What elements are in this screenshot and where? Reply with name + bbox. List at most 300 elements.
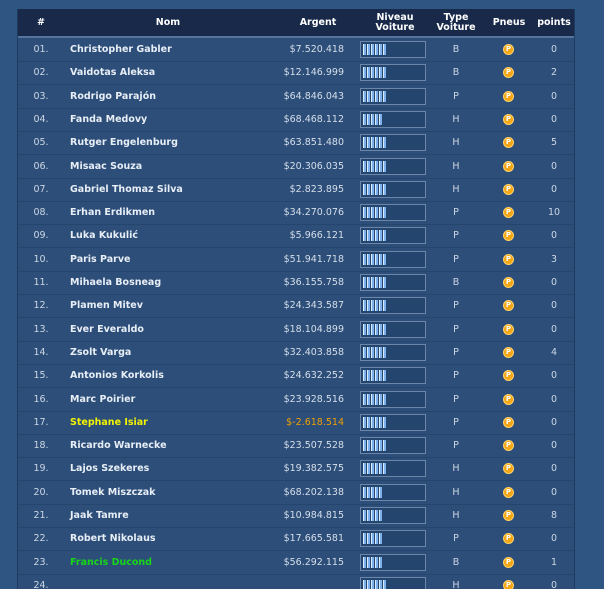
level-bar bbox=[379, 440, 382, 451]
level-bar bbox=[379, 137, 382, 148]
level-bar bbox=[375, 394, 378, 405]
level-bar bbox=[363, 137, 366, 148]
tire-badge-icon: P bbox=[503, 580, 514, 589]
level-bar bbox=[383, 137, 386, 148]
level-bar bbox=[379, 67, 382, 78]
money-cell: $23.928.516 bbox=[283, 394, 344, 405]
level-bar bbox=[363, 394, 366, 405]
level-bar bbox=[371, 277, 374, 288]
table-row bbox=[18, 178, 574, 202]
table-row bbox=[18, 527, 574, 551]
driver-name[interactable]: Mihaela Bosneag bbox=[70, 277, 162, 288]
level-bar bbox=[367, 463, 370, 474]
car-type-cell: P bbox=[453, 370, 459, 381]
level-bar bbox=[367, 114, 370, 125]
level-bar bbox=[379, 487, 382, 498]
level-bar bbox=[371, 44, 374, 55]
level-bar bbox=[363, 254, 366, 265]
money-cell: $51.941.718 bbox=[283, 254, 344, 265]
level-bar bbox=[367, 487, 370, 498]
header-rank: # bbox=[37, 16, 45, 28]
rank-cell: 05. bbox=[33, 137, 49, 148]
level-bar bbox=[379, 347, 382, 358]
level-bar bbox=[379, 300, 382, 311]
driver-name[interactable]: Antonios Korkolis bbox=[70, 370, 164, 381]
points-cell: 0 bbox=[550, 114, 558, 125]
car-level-bars bbox=[363, 324, 386, 335]
level-bar bbox=[363, 510, 366, 521]
table-row bbox=[18, 551, 574, 575]
driver-name[interactable]: Francis Ducond bbox=[70, 557, 152, 568]
driver-name[interactable]: Gabriel Thomaz Silva bbox=[70, 184, 183, 195]
table-row bbox=[18, 574, 574, 589]
money-cell: $19.382.575 bbox=[283, 463, 344, 474]
table-row bbox=[18, 364, 574, 388]
money-cell: $34.270.076 bbox=[283, 207, 344, 218]
header-money: Argent bbox=[299, 16, 337, 28]
money-cell: $36.155.758 bbox=[283, 277, 344, 288]
level-bar bbox=[375, 580, 378, 589]
driver-name[interactable]: Misaac Souza bbox=[70, 161, 143, 172]
points-cell: 0 bbox=[550, 440, 558, 451]
level-bar bbox=[371, 161, 374, 172]
level-bar bbox=[371, 510, 374, 521]
car-type-cell: P bbox=[453, 91, 459, 102]
header-level-line1: Niveau bbox=[376, 11, 414, 23]
tire-badge-icon: P bbox=[503, 347, 514, 358]
car-type-cell: P bbox=[453, 347, 459, 358]
tire-badge-icon: P bbox=[503, 207, 514, 218]
points-cell: 0 bbox=[550, 91, 558, 102]
car-level-meter bbox=[360, 181, 426, 198]
points-cell: 0 bbox=[550, 370, 558, 381]
tire-badge-icon: P bbox=[503, 324, 514, 335]
level-bar bbox=[367, 137, 370, 148]
level-bar bbox=[379, 91, 382, 102]
level-bar bbox=[367, 230, 370, 241]
car-level-bars bbox=[363, 487, 382, 498]
car-level-bars bbox=[363, 347, 386, 358]
level-bar bbox=[375, 487, 378, 498]
level-bar bbox=[367, 557, 370, 568]
level-bar bbox=[379, 463, 382, 474]
header-tires: Pneus bbox=[492, 16, 526, 28]
car-level-bars bbox=[363, 300, 386, 311]
level-bar bbox=[383, 67, 386, 78]
level-bar bbox=[367, 440, 370, 451]
level-bar bbox=[371, 254, 374, 265]
driver-name[interactable]: Fanda Medovy bbox=[70, 114, 148, 125]
level-bar bbox=[383, 277, 386, 288]
level-bar bbox=[383, 300, 386, 311]
table-row bbox=[18, 318, 574, 342]
level-bar bbox=[383, 580, 386, 589]
driver-name[interactable]: Marc Poirier bbox=[70, 394, 136, 405]
car-level-bars bbox=[363, 510, 382, 521]
money-cell: $68.468.112 bbox=[283, 114, 344, 125]
tire-badge-icon: P bbox=[503, 254, 514, 265]
level-bar bbox=[371, 347, 374, 358]
level-bar bbox=[379, 277, 382, 288]
level-bar bbox=[367, 510, 370, 521]
header-type bbox=[436, 9, 476, 36]
car-level-meter bbox=[360, 158, 426, 175]
header-level bbox=[366, 9, 424, 36]
level-bar bbox=[367, 580, 370, 589]
level-bar bbox=[371, 417, 374, 428]
money-cell: $32.403.858 bbox=[283, 347, 344, 358]
car-type-cell: P bbox=[453, 533, 459, 544]
level-bar bbox=[383, 370, 386, 381]
level-bar bbox=[367, 207, 370, 218]
level-bar bbox=[383, 394, 386, 405]
level-bar bbox=[363, 230, 366, 241]
header-name: Nom bbox=[155, 16, 181, 28]
table-row bbox=[18, 131, 574, 155]
level-bar bbox=[371, 533, 374, 544]
level-bar bbox=[375, 347, 378, 358]
points-cell: 0 bbox=[550, 394, 558, 405]
level-bar bbox=[375, 184, 378, 195]
points-cell: 0 bbox=[550, 230, 558, 241]
car-level-meter bbox=[360, 391, 426, 408]
driver-name[interactable]: Luka Kukulić bbox=[70, 230, 139, 241]
level-bar bbox=[375, 277, 378, 288]
tire-badge-icon: P bbox=[503, 417, 514, 428]
level-bar bbox=[379, 324, 382, 335]
car-level-meter bbox=[360, 530, 426, 547]
rank-cell: 02. bbox=[33, 67, 49, 78]
points-cell: 0 bbox=[550, 277, 558, 288]
car-level-bars bbox=[363, 463, 386, 474]
car-type-cell: H bbox=[452, 137, 460, 148]
level-bar bbox=[383, 91, 386, 102]
level-bar bbox=[379, 207, 382, 218]
points-cell: 0 bbox=[550, 417, 558, 428]
level-bar bbox=[383, 347, 386, 358]
level-bar bbox=[375, 44, 378, 55]
car-type-cell: B bbox=[452, 44, 460, 55]
level-bar bbox=[379, 184, 382, 195]
table-row bbox=[18, 481, 574, 505]
car-level-bars bbox=[363, 440, 386, 451]
tire-badge-icon: P bbox=[503, 487, 514, 498]
rank-cell: 11. bbox=[33, 277, 49, 288]
level-bar bbox=[379, 394, 382, 405]
rank-cell: 12. bbox=[33, 300, 49, 311]
header-type-line2: Voiture bbox=[436, 21, 476, 33]
money-cell: $-2.618.514 bbox=[286, 417, 344, 428]
table-row bbox=[18, 388, 574, 412]
rank-cell: 04. bbox=[33, 114, 49, 125]
car-level-meter bbox=[360, 577, 426, 589]
level-bar bbox=[363, 44, 366, 55]
car-level-meter bbox=[360, 227, 426, 244]
car-level-bars bbox=[363, 91, 386, 102]
car-type-cell: P bbox=[453, 207, 459, 218]
car-type-cell: P bbox=[453, 417, 459, 428]
driver-name[interactable]: Lajos Szekeres bbox=[70, 463, 150, 474]
tire-badge-icon: P bbox=[503, 44, 514, 55]
car-level-bars bbox=[363, 230, 386, 241]
car-type-cell: H bbox=[452, 184, 460, 195]
driver-name[interactable]: Rodrigo Parajón bbox=[70, 91, 156, 102]
car-level-bars bbox=[363, 114, 382, 125]
money-cell: $20.306.035 bbox=[283, 161, 344, 172]
car-level-bars bbox=[363, 161, 386, 172]
money-cell: $7.520.418 bbox=[289, 44, 344, 55]
car-level-meter bbox=[360, 41, 426, 58]
car-level-bars bbox=[363, 254, 386, 265]
level-bar bbox=[371, 440, 374, 451]
rank-cell: 19. bbox=[33, 463, 49, 474]
points-cell: 0 bbox=[550, 44, 558, 55]
car-type-cell: B bbox=[452, 67, 460, 78]
car-type-cell: H bbox=[452, 487, 460, 498]
table-row bbox=[18, 248, 574, 272]
driver-name[interactable]: Robert Nikolaus bbox=[70, 533, 156, 544]
points-cell: 0 bbox=[550, 161, 558, 172]
driver-name[interactable]: Jaak Tamre bbox=[70, 510, 129, 521]
rank-cell: 22. bbox=[33, 533, 49, 544]
car-level-meter bbox=[360, 111, 426, 128]
tire-badge-icon: P bbox=[503, 533, 514, 544]
level-bar bbox=[371, 580, 374, 589]
rank-cell: 18. bbox=[33, 440, 49, 451]
level-bar bbox=[375, 207, 378, 218]
car-level-meter bbox=[360, 367, 426, 384]
car-type-cell: P bbox=[453, 300, 459, 311]
car-level-bars bbox=[363, 370, 386, 381]
level-bar bbox=[379, 230, 382, 241]
money-cell: $64.846.043 bbox=[283, 91, 344, 102]
level-bar bbox=[379, 114, 382, 125]
car-level-bars bbox=[363, 533, 382, 544]
car-level-meter bbox=[360, 484, 426, 501]
level-bar bbox=[367, 394, 370, 405]
driver-name[interactable]: Zsolt Varga bbox=[70, 347, 132, 358]
money-cell: $24.343.587 bbox=[283, 300, 344, 311]
header-type-line1: Type bbox=[443, 11, 469, 23]
points-cell: 3 bbox=[550, 254, 558, 265]
level-bar bbox=[363, 67, 366, 78]
tire-badge-icon: P bbox=[503, 300, 514, 311]
rank-cell: 24. bbox=[33, 580, 49, 589]
money-cell: $17.665.581 bbox=[283, 533, 344, 544]
level-bar bbox=[375, 91, 378, 102]
level-bar bbox=[371, 91, 374, 102]
level-bar bbox=[363, 487, 366, 498]
rank-cell: 07. bbox=[33, 184, 49, 195]
car-type-cell: P bbox=[453, 254, 459, 265]
level-bar bbox=[379, 557, 382, 568]
level-bar bbox=[375, 254, 378, 265]
table-row bbox=[18, 61, 574, 85]
level-bar bbox=[363, 161, 366, 172]
level-bar bbox=[379, 44, 382, 55]
points-cell: 2 bbox=[550, 67, 558, 78]
level-bar bbox=[367, 254, 370, 265]
level-bar bbox=[367, 370, 370, 381]
car-type-cell: H bbox=[452, 510, 460, 521]
level-bar bbox=[375, 137, 378, 148]
level-bar bbox=[367, 324, 370, 335]
level-bar bbox=[363, 463, 366, 474]
points-cell: 10 bbox=[547, 207, 561, 218]
car-level-meter bbox=[360, 251, 426, 268]
tire-badge-icon: P bbox=[503, 394, 514, 405]
car-level-meter bbox=[360, 554, 426, 571]
car-level-meter bbox=[360, 64, 426, 81]
level-bar bbox=[367, 533, 370, 544]
table-row bbox=[18, 224, 574, 248]
car-level-bars bbox=[363, 184, 386, 195]
level-bar bbox=[371, 370, 374, 381]
table-row bbox=[18, 155, 574, 179]
level-bar bbox=[363, 417, 366, 428]
level-bar bbox=[383, 440, 386, 451]
level-bar bbox=[383, 44, 386, 55]
level-bar bbox=[375, 161, 378, 172]
level-bar bbox=[371, 394, 374, 405]
driver-name[interactable]: Christopher Gabler bbox=[70, 44, 172, 55]
car-type-cell: P bbox=[453, 324, 459, 335]
level-bar bbox=[375, 533, 378, 544]
rank-cell: 17. bbox=[33, 417, 49, 428]
level-bar bbox=[375, 417, 378, 428]
rank-cell: 23. bbox=[33, 557, 49, 568]
level-bar bbox=[371, 300, 374, 311]
driver-name[interactable]: Plamen Mitev bbox=[70, 300, 143, 311]
level-bar bbox=[379, 161, 382, 172]
car-level-meter bbox=[360, 88, 426, 105]
driver-name[interactable]: Rutger Engelenburg bbox=[70, 137, 178, 148]
level-bar bbox=[371, 230, 374, 241]
car-type-cell: P bbox=[453, 440, 459, 451]
money-cell: $18.104.899 bbox=[283, 324, 344, 335]
level-bar bbox=[371, 487, 374, 498]
level-bar bbox=[367, 300, 370, 311]
points-cell: 5 bbox=[550, 137, 558, 148]
driver-name[interactable]: Tomek Miszczak bbox=[70, 487, 156, 498]
rank-cell: 15. bbox=[33, 370, 49, 381]
driver-name[interactable]: Stephane Isiar bbox=[70, 417, 148, 428]
rank-cell: 14. bbox=[33, 347, 49, 358]
car-type-cell: B bbox=[452, 557, 460, 568]
car-type-cell: P bbox=[453, 230, 459, 241]
car-level-meter bbox=[360, 204, 426, 221]
level-bar bbox=[383, 184, 386, 195]
level-bar bbox=[363, 557, 366, 568]
tire-badge-icon: P bbox=[503, 114, 514, 125]
level-bar bbox=[375, 557, 378, 568]
tire-badge-icon: P bbox=[503, 67, 514, 78]
level-bar bbox=[379, 533, 382, 544]
tire-badge-icon: P bbox=[503, 463, 514, 474]
tire-badge-icon: P bbox=[503, 137, 514, 148]
level-bar bbox=[375, 463, 378, 474]
driver-name[interactable]: Ever Everaldo bbox=[70, 324, 144, 335]
rank-cell: 06. bbox=[33, 161, 49, 172]
points-cell: 0 bbox=[550, 463, 558, 474]
table-row bbox=[18, 201, 574, 225]
rank-cell: 09. bbox=[33, 230, 49, 241]
car-type-cell: B bbox=[452, 277, 460, 288]
driver-name[interactable]: Vaidotas Aleksa bbox=[70, 67, 156, 78]
tire-badge-icon: P bbox=[503, 230, 514, 241]
car-level-meter bbox=[360, 274, 426, 291]
tire-badge-icon: P bbox=[503, 184, 514, 195]
level-bar bbox=[363, 533, 366, 544]
car-level-bars bbox=[363, 277, 386, 288]
level-bar bbox=[363, 207, 366, 218]
rank-cell: 08. bbox=[33, 207, 49, 218]
money-cell bbox=[246, 574, 344, 589]
driver-name[interactable]: Erhan Erdikmen bbox=[70, 207, 156, 218]
level-bar bbox=[371, 207, 374, 218]
level-bar bbox=[371, 114, 374, 125]
driver-name[interactable]: Paris Parve bbox=[70, 254, 131, 265]
level-bar bbox=[367, 44, 370, 55]
money-cell: $10.984.815 bbox=[283, 510, 344, 521]
car-level-bars bbox=[363, 417, 386, 428]
car-level-bars bbox=[363, 557, 382, 568]
level-bar bbox=[375, 370, 378, 381]
header-level-line2: Voiture bbox=[375, 21, 415, 33]
level-bar bbox=[383, 417, 386, 428]
level-bar bbox=[367, 67, 370, 78]
car-level-meter bbox=[360, 321, 426, 338]
car-level-meter bbox=[360, 437, 426, 454]
level-bar bbox=[371, 137, 374, 148]
table-row bbox=[18, 504, 574, 528]
level-bar bbox=[375, 67, 378, 78]
rank-cell: 13. bbox=[33, 324, 49, 335]
level-bar bbox=[367, 184, 370, 195]
money-cell: $56.292.115 bbox=[283, 557, 344, 568]
level-bar bbox=[363, 184, 366, 195]
car-type-cell: H bbox=[452, 463, 460, 474]
table-row bbox=[18, 38, 574, 62]
points-cell: 1 bbox=[550, 557, 558, 568]
standings-panel bbox=[17, 9, 575, 589]
level-bar bbox=[371, 463, 374, 474]
rank-cell: 01. bbox=[33, 44, 49, 55]
level-bar bbox=[363, 324, 366, 335]
table-row bbox=[18, 341, 574, 365]
level-bar bbox=[383, 207, 386, 218]
points-cell: 0 bbox=[550, 533, 558, 544]
level-bar bbox=[367, 161, 370, 172]
level-bar bbox=[379, 370, 382, 381]
car-level-bars bbox=[363, 207, 386, 218]
tire-badge-icon: P bbox=[503, 370, 514, 381]
level-bar bbox=[375, 440, 378, 451]
points-cell: 0 bbox=[550, 580, 558, 589]
driver-name[interactable]: Ricardo Warnecke bbox=[70, 440, 167, 451]
table-row bbox=[18, 271, 574, 295]
table-row bbox=[18, 457, 574, 481]
level-bar bbox=[363, 347, 366, 358]
car-level-meter bbox=[360, 414, 426, 431]
table-row bbox=[18, 108, 574, 132]
car-level-meter bbox=[360, 344, 426, 361]
level-bar bbox=[375, 114, 378, 125]
standings-header bbox=[18, 9, 574, 38]
money-cell: $24.632.252 bbox=[283, 370, 344, 381]
level-bar bbox=[371, 67, 374, 78]
car-level-meter bbox=[360, 297, 426, 314]
